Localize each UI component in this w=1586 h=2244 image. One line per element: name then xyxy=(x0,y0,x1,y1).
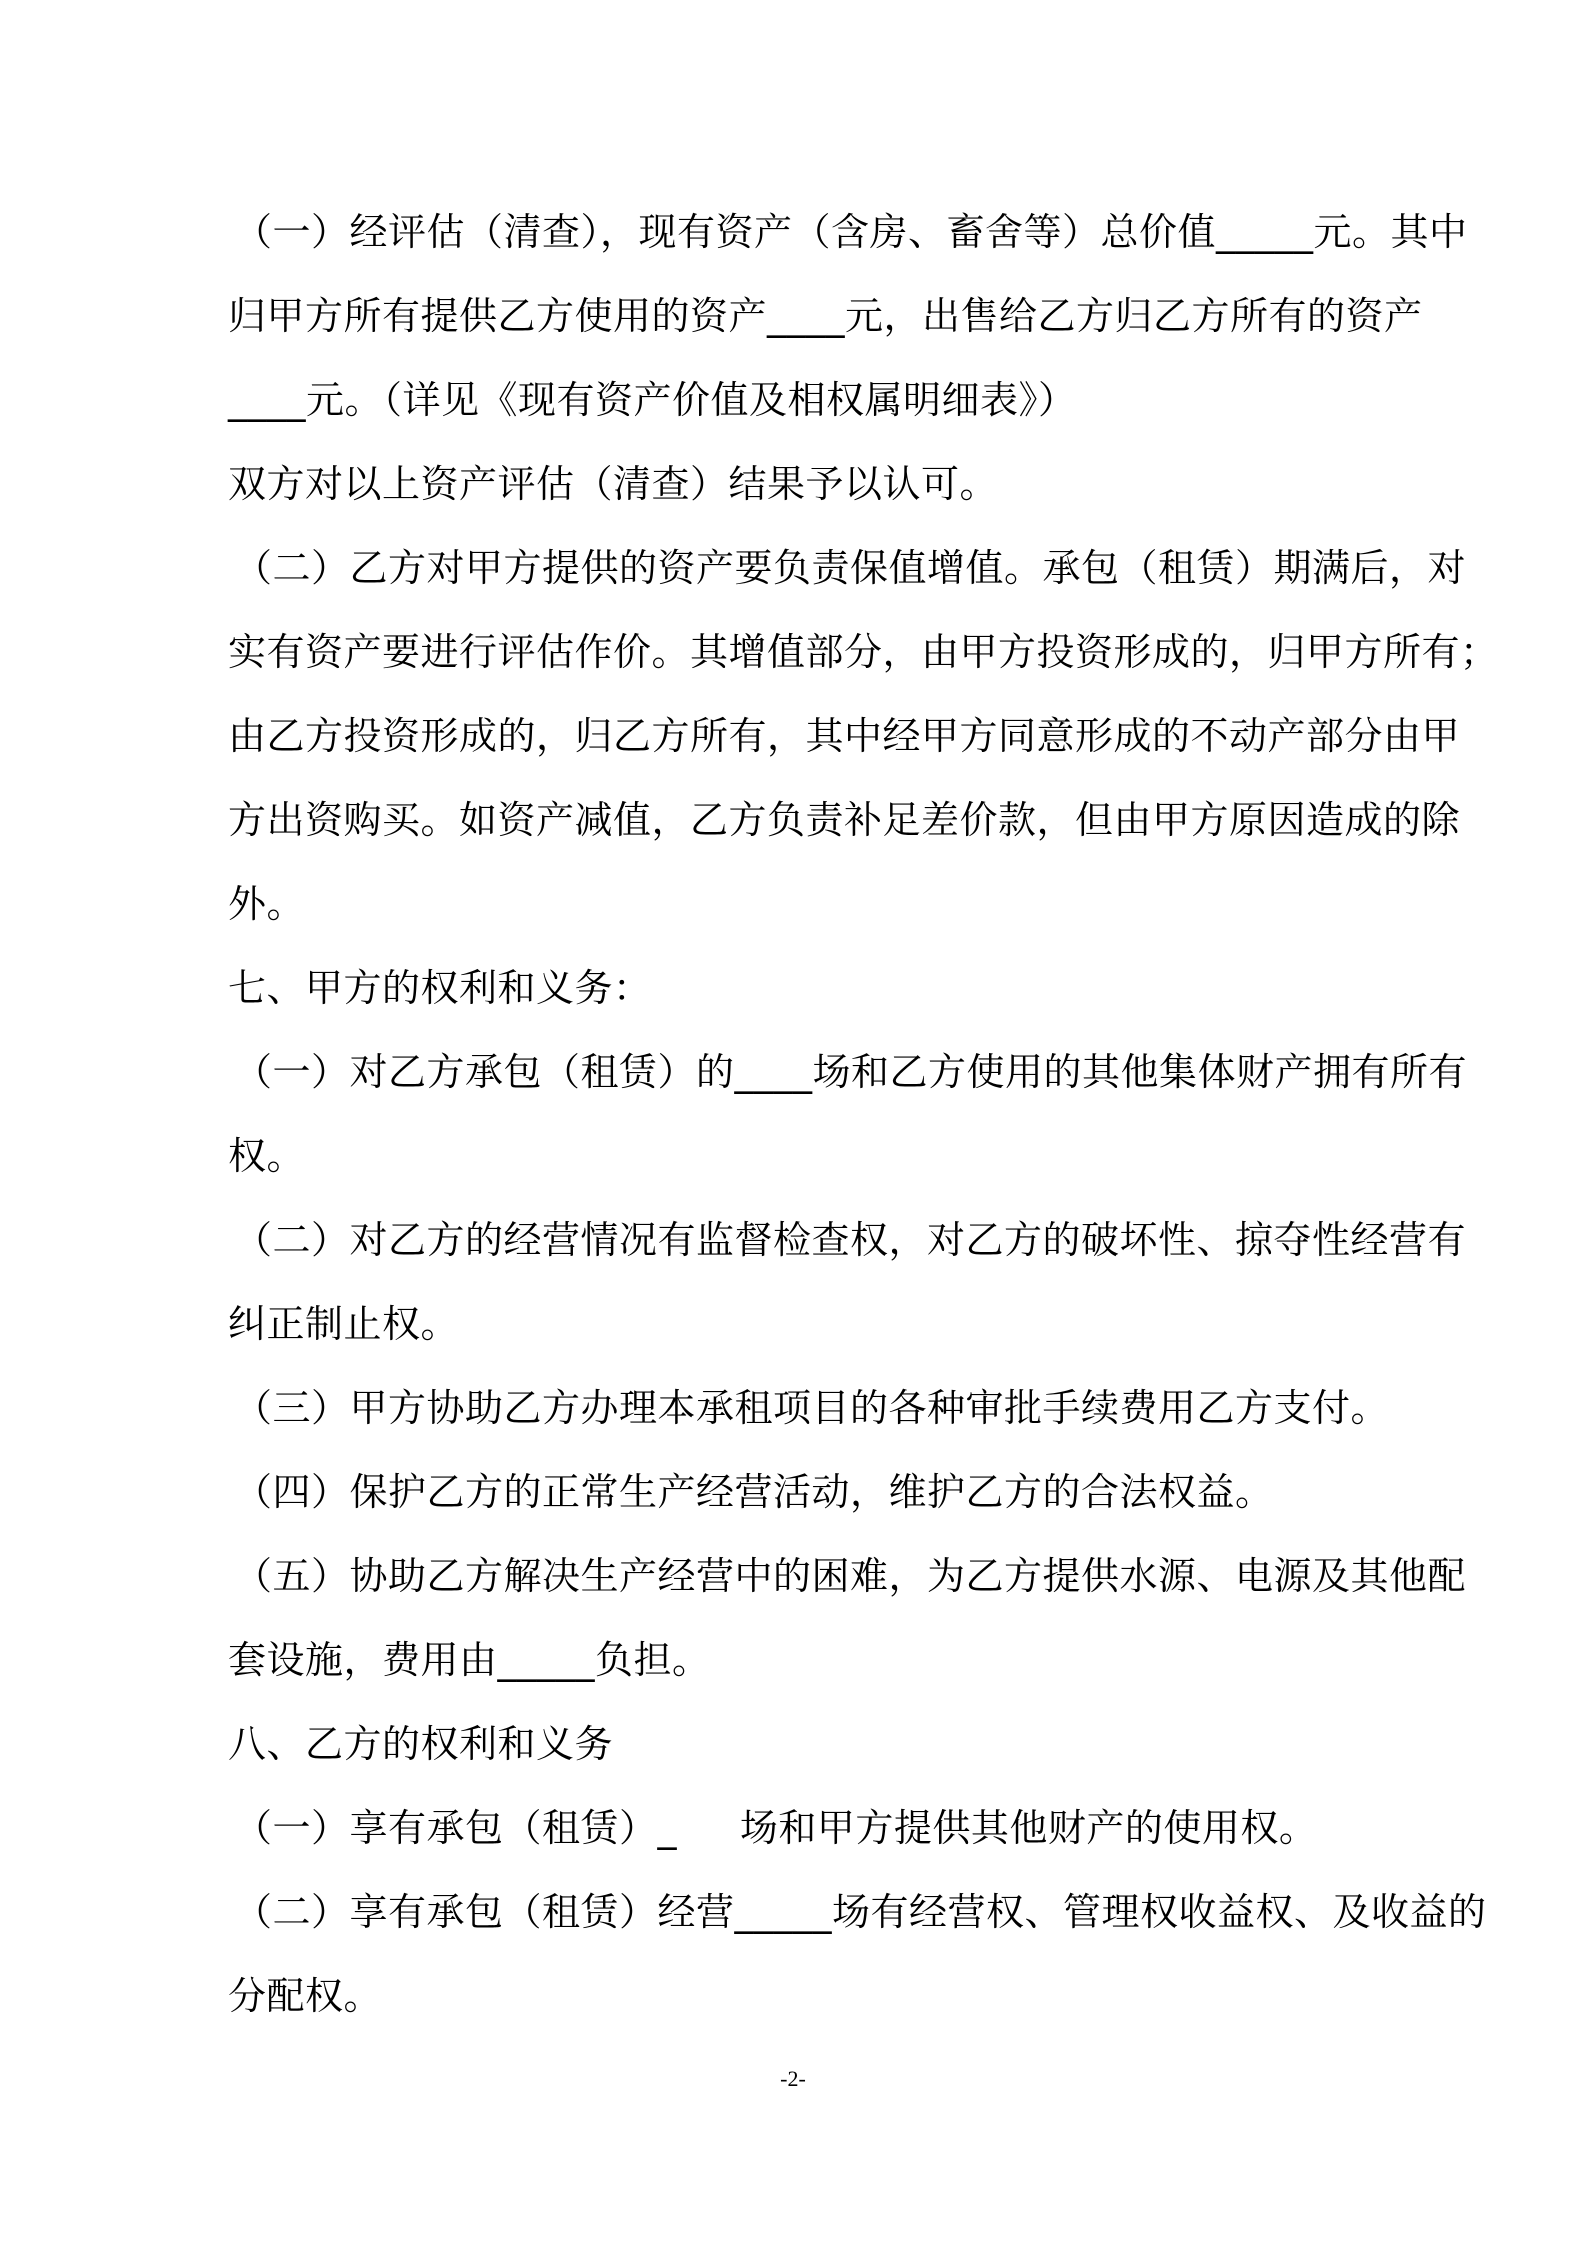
paragraph-line: 归甲方所有提供乙方使用的资产____元，出售给乙方归乙方所有的资产 xyxy=(228,294,1423,338)
paragraph-line: 外。 xyxy=(228,882,306,926)
paragraph-line: （五）协助乙方解决生产经营中的困难，为乙方提供水源、电源及其他配 xyxy=(234,1554,1467,1598)
paragraph-line: 权。 xyxy=(228,1134,306,1178)
paragraph-line: 实有资产要进行评估作价。其增值部分，由甲方投资形成的，归甲方所有； xyxy=(228,630,1499,674)
paragraph-line: （一）经评估（清查），现有资产（含房、畜舍等）总价值_____元。其中 xyxy=(234,210,1468,254)
page-number: -2- xyxy=(780,2066,806,2091)
paragraph-line: 双方对以上资产评估（清查）结果予以认可。 xyxy=(228,462,999,506)
paragraph-line: （二）对乙方的经营情况有监督检查权，对乙方的破坏性、掠夺性经营有 xyxy=(234,1218,1467,1262)
paragraph-line: 纠正制止权。 xyxy=(228,1302,460,1346)
paragraph-line: （一）享有承包（租赁）_ 场和甲方提供其他财产的使用权。 xyxy=(234,1806,1318,1850)
section-heading: 七、甲方的权利和义务： xyxy=(228,966,652,1010)
paragraph-line: （四）保护乙方的正常生产经营活动，维护乙方的合法权益。 xyxy=(234,1470,1274,1514)
paragraph-line: 套设施，费用由_____负担。 xyxy=(228,1638,711,1682)
paragraph-line: （二）享有承包（租赁）经营_____场有经营权、管理权收益权、及收益的 xyxy=(234,1890,1487,1934)
paragraph-line: （一）对乙方承包（租赁）的____场和乙方使用的其他集体财产拥有所有 xyxy=(234,1050,1468,1094)
document-body xyxy=(228,190,1499,2038)
paragraph-line: （二）乙方对甲方提供的资产要负责保值增值。承包（租赁）期满后，对 xyxy=(234,546,1467,590)
section-heading: 八、乙方的权利和义务 xyxy=(228,1722,614,1766)
paragraph-line: 由乙方投资形成的，归乙方所有，其中经甲方同意形成的不动产部分由甲 xyxy=(228,714,1461,758)
paragraph-line: 方出资购买。如资产减值，乙方负责补足差价款，但由甲方原因造成的除 xyxy=(228,798,1461,842)
paragraph-line: 分配权。 xyxy=(228,1974,383,2018)
paragraph-line: ____元。（详见《现有资产价值及相权属明细表》） xyxy=(228,378,1077,422)
paragraph-line: （三）甲方协助乙方办理本承租项目的各种审批手续费用乙方支付。 xyxy=(234,1386,1390,1430)
